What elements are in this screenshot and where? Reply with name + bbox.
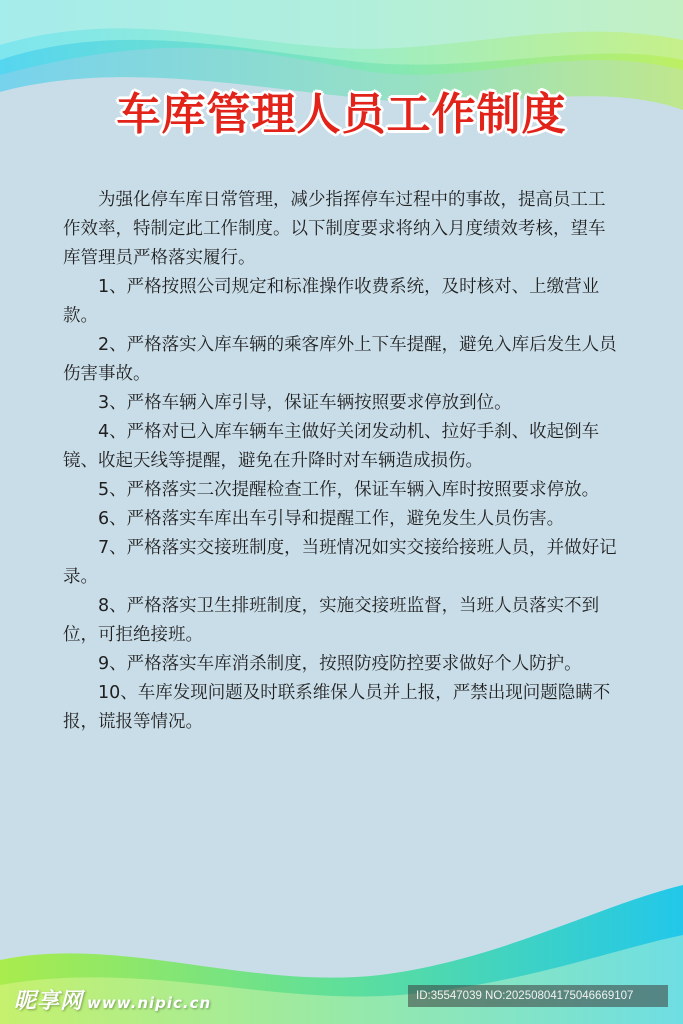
- watermark-logo: [14, 984, 211, 1015]
- rule-item-8: 8、严格落实卫生排班制度，实施交接班监督，当班人员落实不到位，可拒绝接班。: [63, 596, 600, 645]
- rule-item-9: 9、严格落实车库消杀制度，按照防疫防控要求做好个人防护。: [98, 654, 582, 674]
- rule-item-2: 2、严格落实入库车辆的乘客库外上下车提醒，避免入库后发生人员伤害事故。: [63, 335, 617, 384]
- page-title: 车库管理人员工作制度: [116, 89, 567, 140]
- image-id-label: ID:35547039 NO:20250804175046669107: [408, 985, 668, 1007]
- rule-item-10: 10、车库发现问题及时联系维保人员并上报，严禁出现问题隐瞒不报，谎报等情况。: [63, 683, 611, 732]
- rule-item-3: 3、严格车辆入库引导，保证车辆按照要求停放到位。: [98, 393, 512, 413]
- rule-item-4: 4、严格对已入库车辆车主做好关闭发动机、拉好手刹、收起倒车镜、收起天线等提醒，避免在升降时对车辆造成损伤。: [63, 422, 600, 471]
- rule-item-1: 1、严格按照公司规定和标准操作收费系统，及时核对、上缴营业款。: [63, 277, 600, 326]
- rule-item-5: 5、严格落实二次提醒检查工作，保证车辆入库时按照要求停放。: [98, 480, 600, 500]
- regulation-body: [63, 186, 620, 737]
- watermark-brand: 昵享网: [14, 989, 84, 1014]
- intro-paragraph: 为强化停车库日常管理，减少指挥停车过程中的事故，提高员工工作效率，特制定此工作制度。以下制度要求将纳入月度绩效考核，望车库管理员严格落实履行。: [63, 190, 606, 268]
- rule-item-6: 6、严格落实车库出车引导和提醒工作，避免发生人员伤害。: [98, 509, 565, 529]
- rule-item-7: 7、严格落实交接班制度，当班情况如实交接给接班人员，并做好记录。: [63, 538, 617, 587]
- watermark-url: www.nipic.cn: [87, 994, 212, 1012]
